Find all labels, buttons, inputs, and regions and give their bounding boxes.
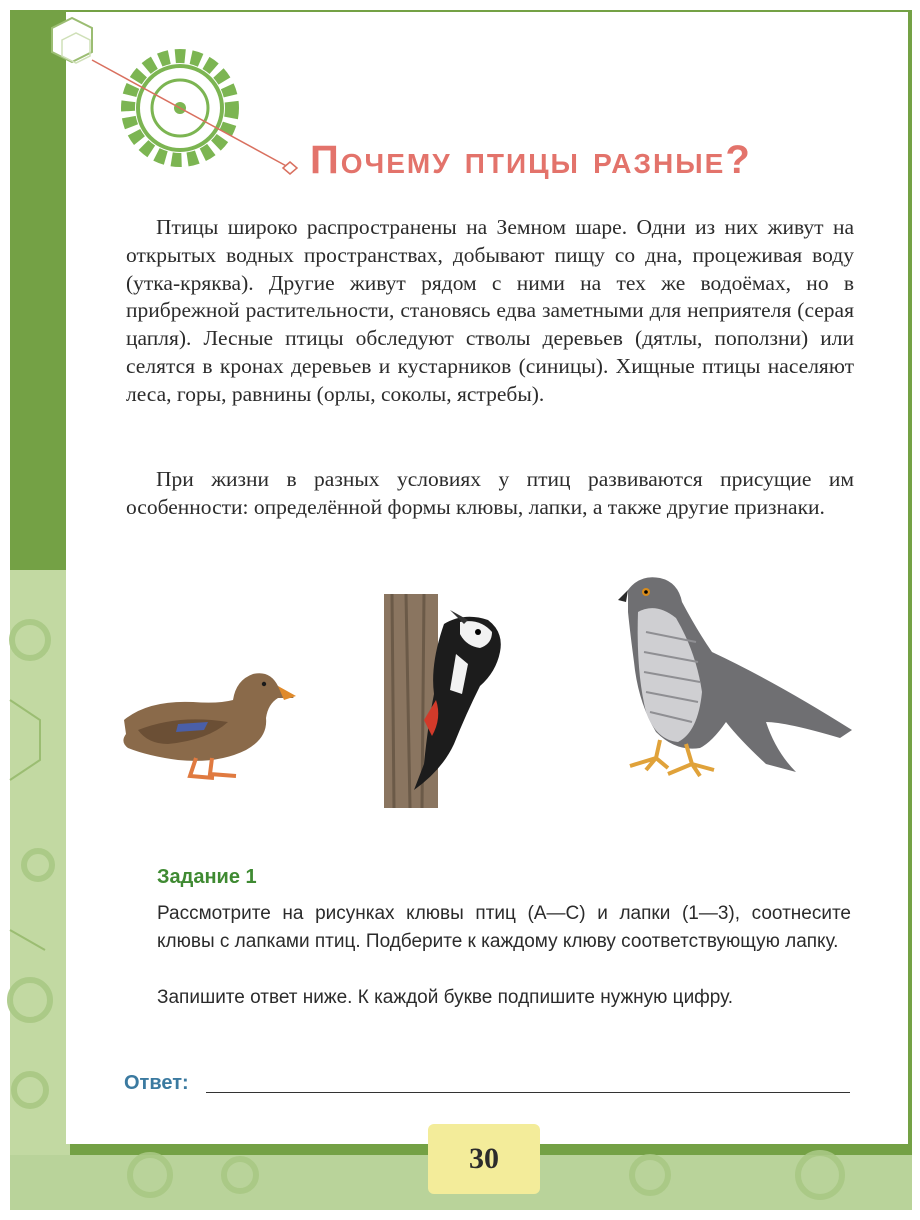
paragraph-features: При жизни в разных условиях у птиц развиваются присущие им особенности: определённой формы клювы, лапки, а также другие признаки. [126,467,854,519]
answer-line[interactable] [206,1092,850,1093]
hawk-image [616,572,860,796]
page-title: Почему птицы разные? [310,138,752,182]
task-heading: Задание 1 [157,866,257,888]
task-answer-instructions: Запишите ответ ниже. К каждой букве подпишите нужную цифру. [157,987,734,1008]
woodpecker-image [384,594,510,808]
paragraph-intro: Птицы широко распространены на Земном шаре. Одни из них живут на открытых водных пространствах, добывают пищу со дна, процеживая воду (утка-кряква). Другие живут рядом с ними на тех же водоёмах, но в прибрежной растительности, становясь едва заметными для неприятеля (серая цапля). Лесные птицы обследуют стволы деревьев (дятлы, поползни) или селятся в кронах деревьев и кустарников (синицы). Хищные птицы населяют леса, горы, равнины (орлы, соколы, ястребы). [126,215,854,406]
hexagon-icon [52,18,92,62]
duck-image [118,660,300,788]
task-instructions: Рассмотрите на рисунках клювы птиц (A—C) и лапки (1—3), соотнесите клювы с лапками птиц. Подберите к каждому клюву соответствующую лапку. [157,903,851,952]
answer-label: Ответ: [124,1072,189,1094]
page-number: 30 [428,1124,540,1194]
